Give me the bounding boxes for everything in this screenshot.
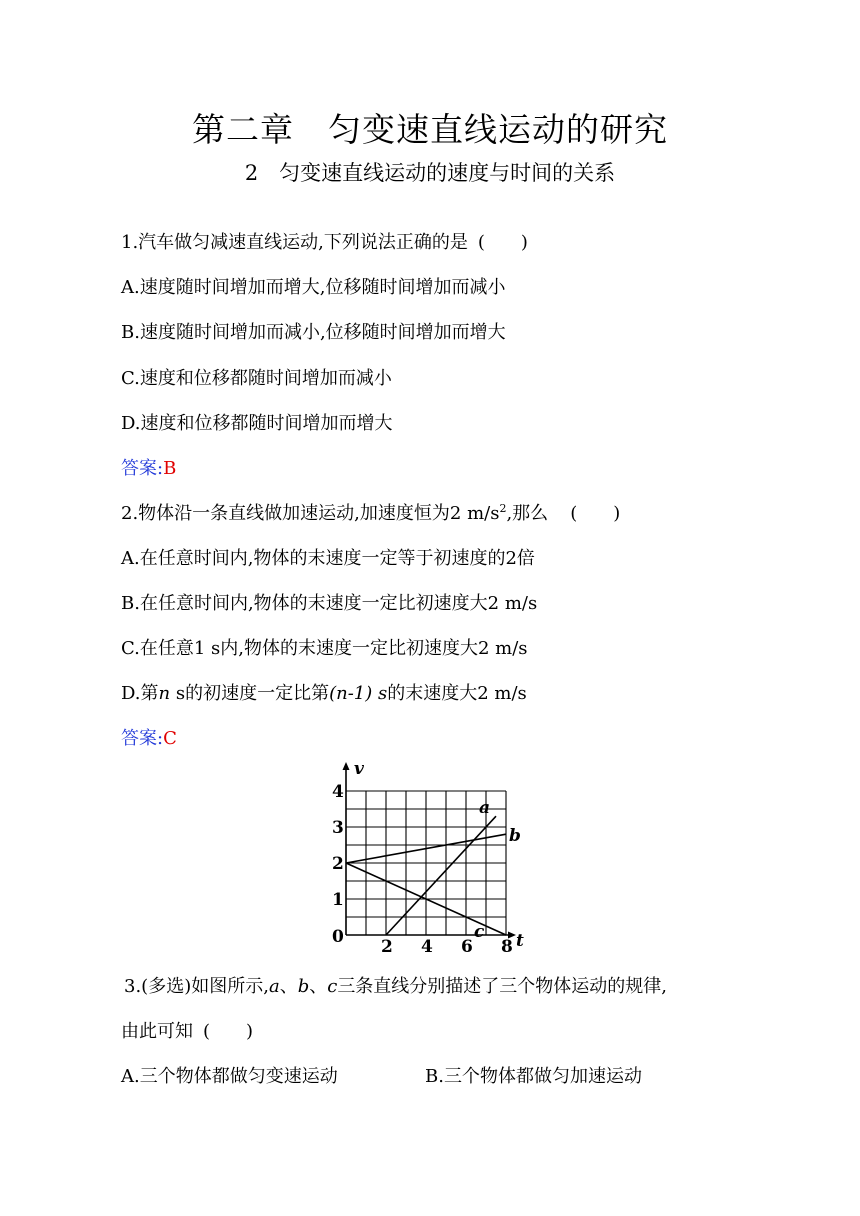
line-a-ref: a (268, 976, 280, 997)
exponent: 2 (499, 502, 507, 515)
question-1-option-a: A.速度随时间增加而增大,位移随时间增加而减小 (121, 277, 506, 298)
question-3-line-2 (121, 1017, 253, 1043)
answer-value: B (163, 458, 177, 479)
question-3-option-a: A.三个物体都做匀变速运动 (121, 1066, 338, 1087)
y-tick-label: 4 (332, 782, 344, 802)
graph-axes (343, 762, 517, 939)
question-1-option-b: B.速度随时间增加而减小,位移随时间增加而增大 (121, 322, 506, 343)
v-axis-label: v (354, 759, 364, 779)
origin-label: 0 (332, 927, 344, 947)
series-label-c: c (474, 922, 485, 942)
answer-label: 答案: (121, 458, 164, 479)
answer-value: C (163, 728, 177, 749)
separator: 、 (309, 976, 328, 997)
section-title: 2 匀变速直线运动的速度与时间的关系 (244, 161, 616, 185)
line-b-ref: b (297, 976, 310, 997)
question-1-answer (121, 454, 176, 480)
line-c-ref: c (327, 976, 338, 997)
graph-labels (332, 759, 524, 953)
question-2-text-end: ,那么 (506, 503, 549, 524)
question-1-stem (121, 228, 528, 254)
answer-paren: ( ) (477, 232, 528, 253)
question-1-text: 1.汽车做匀减速直线运动,下列说法正确的是 (121, 232, 468, 253)
separator: 、 (279, 976, 298, 997)
option-d-n-minus-1: (n-1) s (329, 683, 388, 704)
option-d-part-3: 的末速度大2 m/s (387, 683, 527, 704)
x-tick-label: 6 (461, 937, 473, 953)
vt-graph (326, 758, 536, 953)
question-1-option-d: D.速度和位移都随时间增加而增大 (121, 413, 393, 434)
question-2-stem (121, 499, 620, 525)
series-label-b: b (509, 826, 521, 847)
v-axis-arrow (343, 762, 350, 770)
option-d-part-1: D.第 (121, 683, 159, 704)
answer-label: 答案: (121, 728, 164, 749)
answer-paren: ( ) (203, 1021, 254, 1042)
question-3-option-b: B.三个物体都做匀加速运动 (425, 1066, 642, 1087)
question-2-option-a: A.在任意时间内,物体的末速度一定等于初速度的2倍 (121, 548, 535, 569)
page-title: 第二章 匀变速直线运动的研究 (192, 110, 668, 149)
question-3-text: 3.(多选)如图所示, (124, 976, 269, 997)
question-3-text-end: 三条直线分别描述了三个物体运动的规律, (337, 976, 668, 997)
question-3-stem (124, 972, 667, 998)
option-d-part-2: s的初速度一定比第 (170, 683, 330, 704)
question-1-option-c: C.速度和位移都随时间增加而减小 (121, 368, 392, 389)
question-2-option-d (121, 679, 527, 705)
y-tick-label: 2 (332, 854, 344, 874)
answer-paren: ( ) (570, 503, 621, 524)
question-3-text-2: 由此可知 (121, 1021, 193, 1042)
x-tick-label: 8 (501, 937, 513, 953)
option-d-n: n (158, 683, 171, 704)
question-2-option-b: B.在任意时间内,物体的末速度一定比初速度大2 m/s (121, 593, 538, 614)
question-2-option-c: C.在任意1 s内,物体的末速度一定比初速度大2 m/s (121, 638, 528, 659)
question-2-text: 2.物体沿一条直线做加速运动,加速度恒为2 m/s (121, 503, 500, 524)
x-tick-label: 2 (381, 937, 393, 953)
series-label-a: a (479, 798, 491, 819)
y-tick-label: 1 (332, 890, 344, 910)
y-tick-label: 3 (332, 818, 344, 838)
t-axis-label: t (516, 931, 524, 951)
question-2-answer (121, 724, 177, 750)
x-tick-label: 4 (421, 937, 433, 953)
